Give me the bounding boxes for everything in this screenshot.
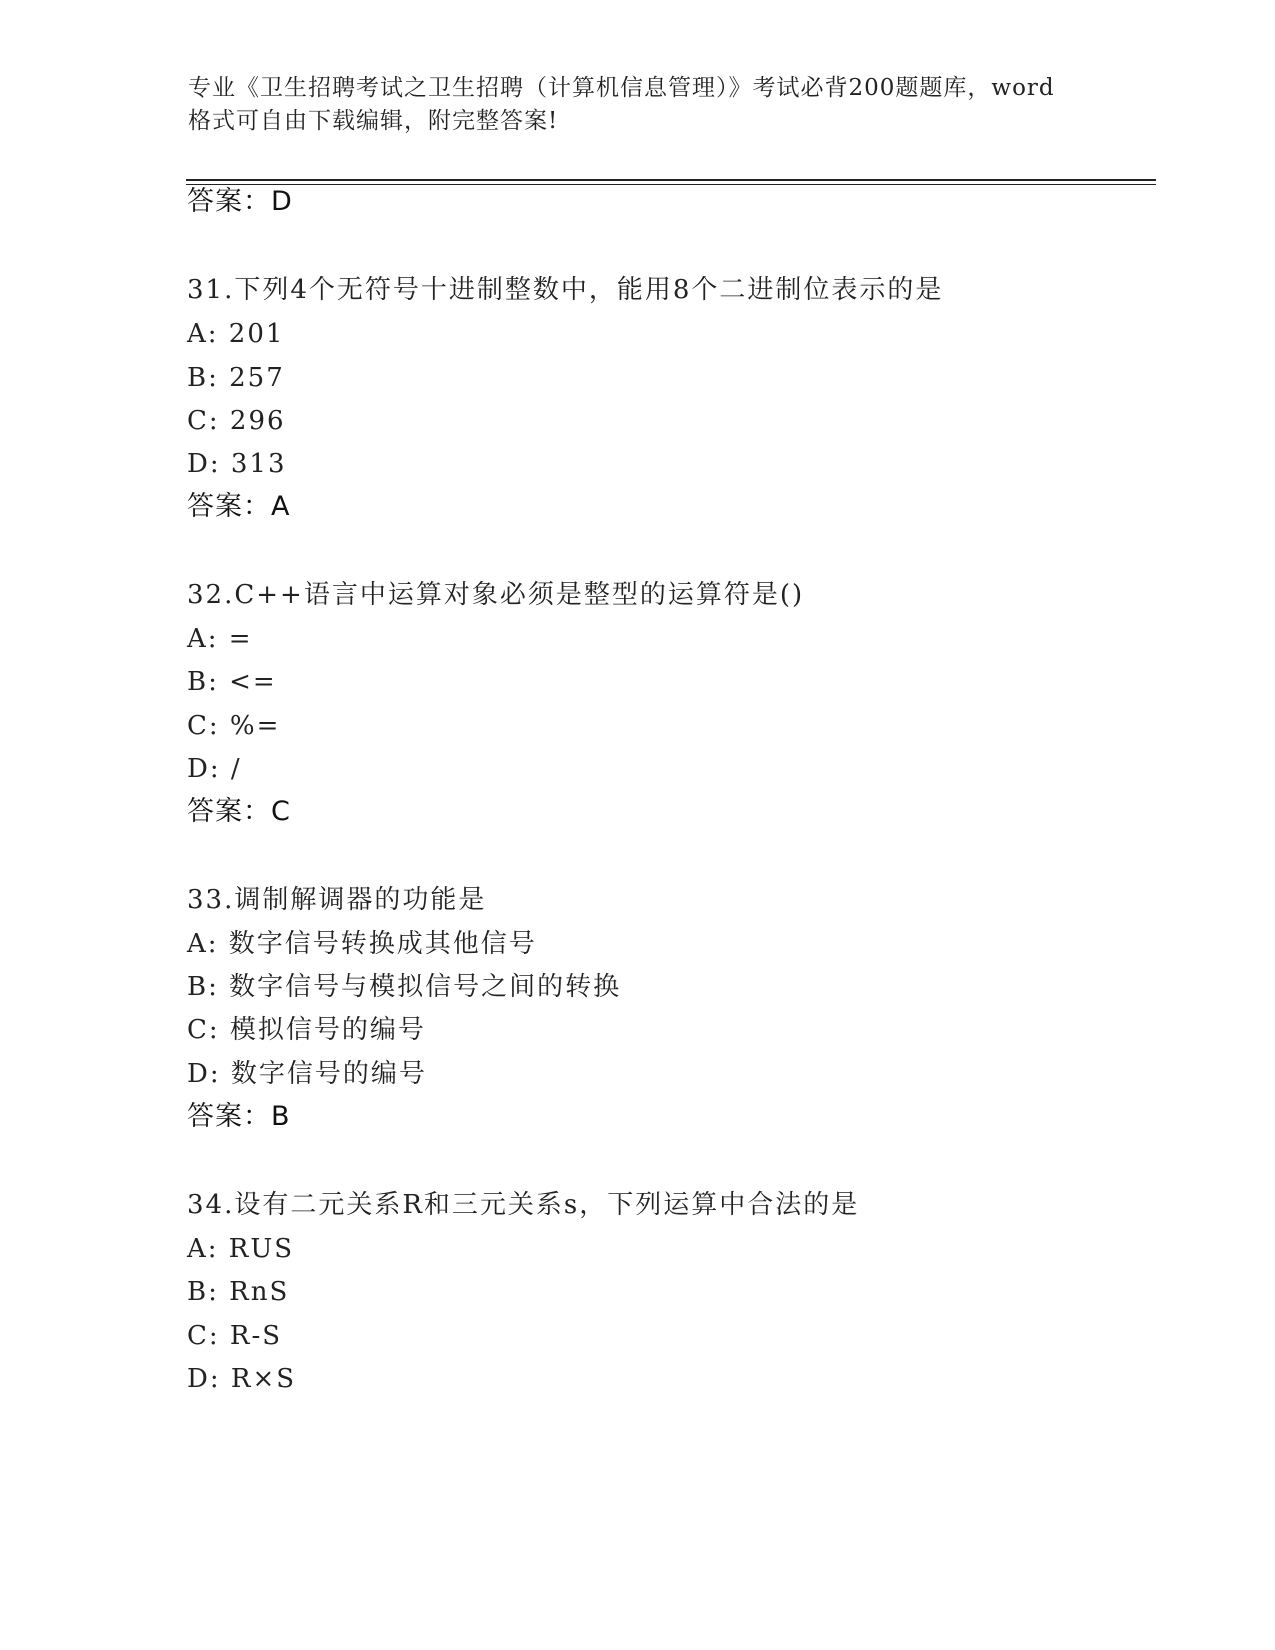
option-32-d: D: / <box>187 754 242 784</box>
option-31-b: B: 257 <box>187 363 285 393</box>
question-stem-33: 33.调制解调器的功能是 <box>187 885 487 915</box>
question-stem-34: 34.设有二元关系R和三元关系s，下列运算中合法的是 <box>187 1190 860 1220</box>
option-34-b: B: RnS <box>187 1277 290 1307</box>
answer-33: 答案：B <box>187 1101 291 1132</box>
document-header <box>188 72 1088 138</box>
option-31-d: D: 313 <box>187 449 287 479</box>
question-stem-32: 32.C++语言中运算对象必须是整型的运算符是() <box>187 580 805 610</box>
answer-31: 答案：A <box>187 491 291 522</box>
previous-answer: 答案：D <box>187 186 293 217</box>
header-line-2: 格式可自由下载编辑，附完整答案! <box>188 108 559 134</box>
option-33-b: B: 数字信号与模拟信号之间的转换 <box>187 972 622 1002</box>
option-32-b: B: <= <box>187 667 277 697</box>
option-34-a: A: RUS <box>187 1234 295 1264</box>
option-33-c: C: 模拟信号的编号 <box>187 1015 426 1045</box>
question-stem-31: 31.下列4个无符号十进制整数中，能用8个二进制位表示的是 <box>187 275 944 305</box>
header-divider-thick <box>186 179 1156 181</box>
header-divider-thin <box>186 184 1156 185</box>
header-line-1: 专业《卫生招聘考试之卫生招聘（计算机信息管理）》考试必背200题题库，word <box>188 75 1055 101</box>
answer-32: 答案：C <box>187 796 291 827</box>
option-32-a: A: = <box>187 624 253 654</box>
option-34-d: D: R×S <box>187 1364 297 1394</box>
option-31-c: C: 296 <box>187 406 286 436</box>
option-33-a: A: 数字信号转换成其他信号 <box>187 929 537 959</box>
option-32-c: C: %= <box>187 711 281 741</box>
option-34-c: C: R-S <box>187 1321 283 1351</box>
option-33-d: D: 数字信号的编号 <box>187 1059 427 1089</box>
option-31-a: A: 201 <box>187 319 285 349</box>
